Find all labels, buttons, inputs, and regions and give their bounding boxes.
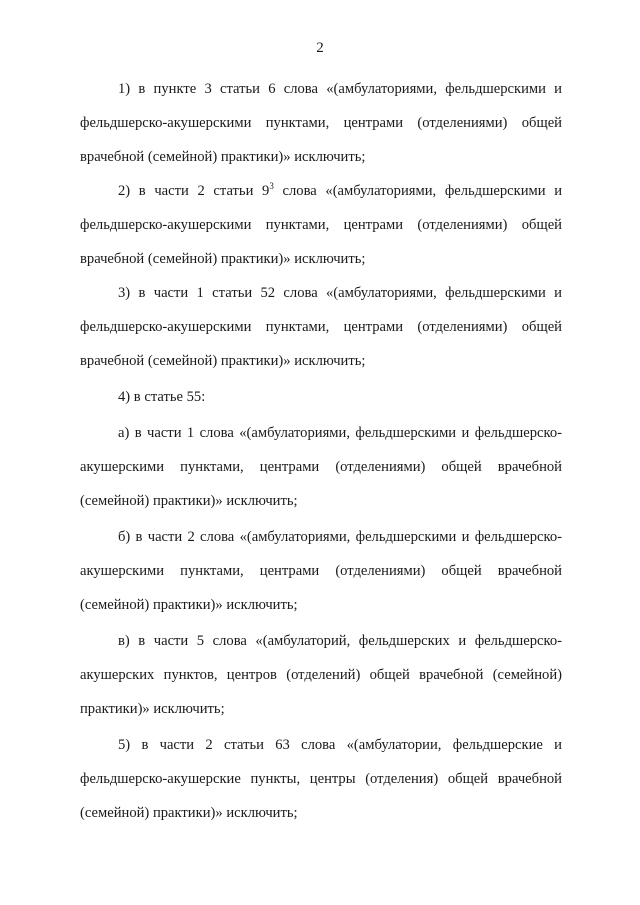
paragraph-item-3: 3) в части 1 статьи 52 слова «(амбулаториями, фельдшерскими и фельдшерско-акушерскими пунктами, центрами (отделениями) общей врачебной (семейной) практики)» исключить; — [80, 285, 562, 369]
paragraph-item-2-text-after: слова «(амбулаториями, фельдшерскими и фельдшерско-акушерскими пунктами, центрами (отделениями) общей врачебной (семейной) практики)» исключить; — [80, 183, 563, 267]
paragraph-subitem-b: б) в части 2 слова «(амбулаториями, фельдшерскими и фельдшерско-акушерскими пунктами, центрами (отделениями) общей врачебной (семейной) практики)» исключить; — [80, 529, 562, 613]
page-number: 2 — [316, 40, 324, 56]
article-number-superscript: 3 — [269, 181, 274, 191]
paragraph-subitem-v: в) в части 5 слова «(амбулаторий, фельдшерских и фельдшерско-акушерских пунктов, центров (отделений) общей врачебной (семейной) практики)» исключить; — [80, 633, 562, 717]
paragraph-item-2 — [80, 174, 562, 276]
paragraph-item-2-text-before: 2) в части 2 статьи 9 — [118, 183, 270, 199]
paragraph-item-5: 5) в части 2 статьи 63 слова «(амбулатории, фельдшерские и фельдшерско-акушерские пункты, центры (отделения) общей врачебной (семейной) практики)» исключить; — [80, 737, 562, 821]
paragraph-item-1: 1) в пункте 3 статьи 6 слова «(амбулаториями, фельдшерскими и фельдшерско-акушерскими пунктами, центрами (отделениями) общей врачебной (семейной) практики)» исключить; — [80, 81, 562, 165]
paragraph-subitem-a: а) в части 1 слова «(амбулаториями, фельдшерскими и фельдшерско-акушерскими пунктами, центрами (отделениями) общей врачебной (семейной) практики)» исключить; — [80, 425, 562, 509]
paragraph-item-4: 4) в статье 55: — [118, 389, 206, 405]
